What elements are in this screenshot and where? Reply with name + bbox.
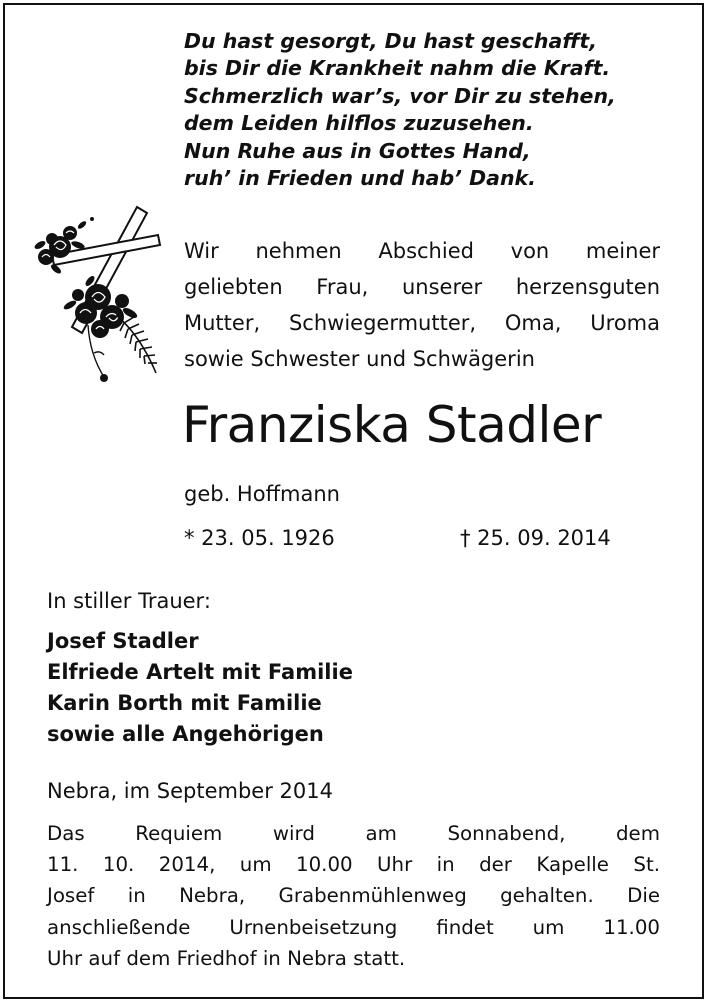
intro-line: Wir nehmen Abschied von meiner xyxy=(184,239,660,263)
mourner-name: Josef Stadler xyxy=(47,629,199,653)
mourner-name: sowie alle Angehörigen xyxy=(47,722,324,746)
birth-date: * 23. 05. 1926 xyxy=(184,526,335,550)
service-notice xyxy=(47,818,660,974)
mourner-name: Karin Borth mit Familie xyxy=(47,691,322,715)
mourner-name: Elfriede Artelt mit Familie xyxy=(47,660,353,684)
poem-line: Schmerzlich war’s, vor Dir zu stehen, xyxy=(184,83,616,108)
mourning-heading: In stiller Trauer: xyxy=(47,589,211,613)
poem-line: ruh’ in Frieden und hab’ Dank. xyxy=(184,166,536,191)
notice-line: 11. 10. 2014, um 10.00 Uhr in der Kapelle St. xyxy=(47,853,660,877)
poem-line: Du hast gesorgt, Du hast geschafft, xyxy=(184,29,598,53)
poem-line: bis Dir die Krankheit nahm die Kraft. xyxy=(184,56,611,81)
notice-line: Uhr auf dem Friedhof in Nebra statt. xyxy=(47,946,406,970)
intro-line: Mutter, Schwiegermutter, Oma, Uroma xyxy=(184,311,660,335)
intro-text xyxy=(184,233,660,377)
intro-line: sowie Schwester und Schwägerin xyxy=(184,347,535,371)
cross-with-roses-icon xyxy=(30,205,170,385)
memorial-poem xyxy=(184,28,684,192)
mourners-list xyxy=(47,626,353,750)
deceased-name: Franziska Stadler xyxy=(182,396,602,454)
place-and-date: Nebra, im September 2014 xyxy=(47,779,333,803)
poem-line: dem Leiden hilflos zuzusehen. xyxy=(184,111,534,136)
intro-line: geliebten Frau, unserer herzensguten xyxy=(184,275,660,299)
notice-line: Josef in Nebra, Grabenmühlenweg gehalten. Die xyxy=(47,884,660,908)
notice-line: Das Requiem wird am Sonnabend, dem xyxy=(47,822,660,845)
death-date: † 25. 09. 2014 xyxy=(460,526,611,550)
notice-line: anschließende Urnenbeisetzung findet um 11.00 xyxy=(47,915,660,939)
maiden-name: geb. Hoffmann xyxy=(184,482,340,506)
poem-line: Nun Ruhe aus in Gottes Hand, xyxy=(184,138,531,163)
